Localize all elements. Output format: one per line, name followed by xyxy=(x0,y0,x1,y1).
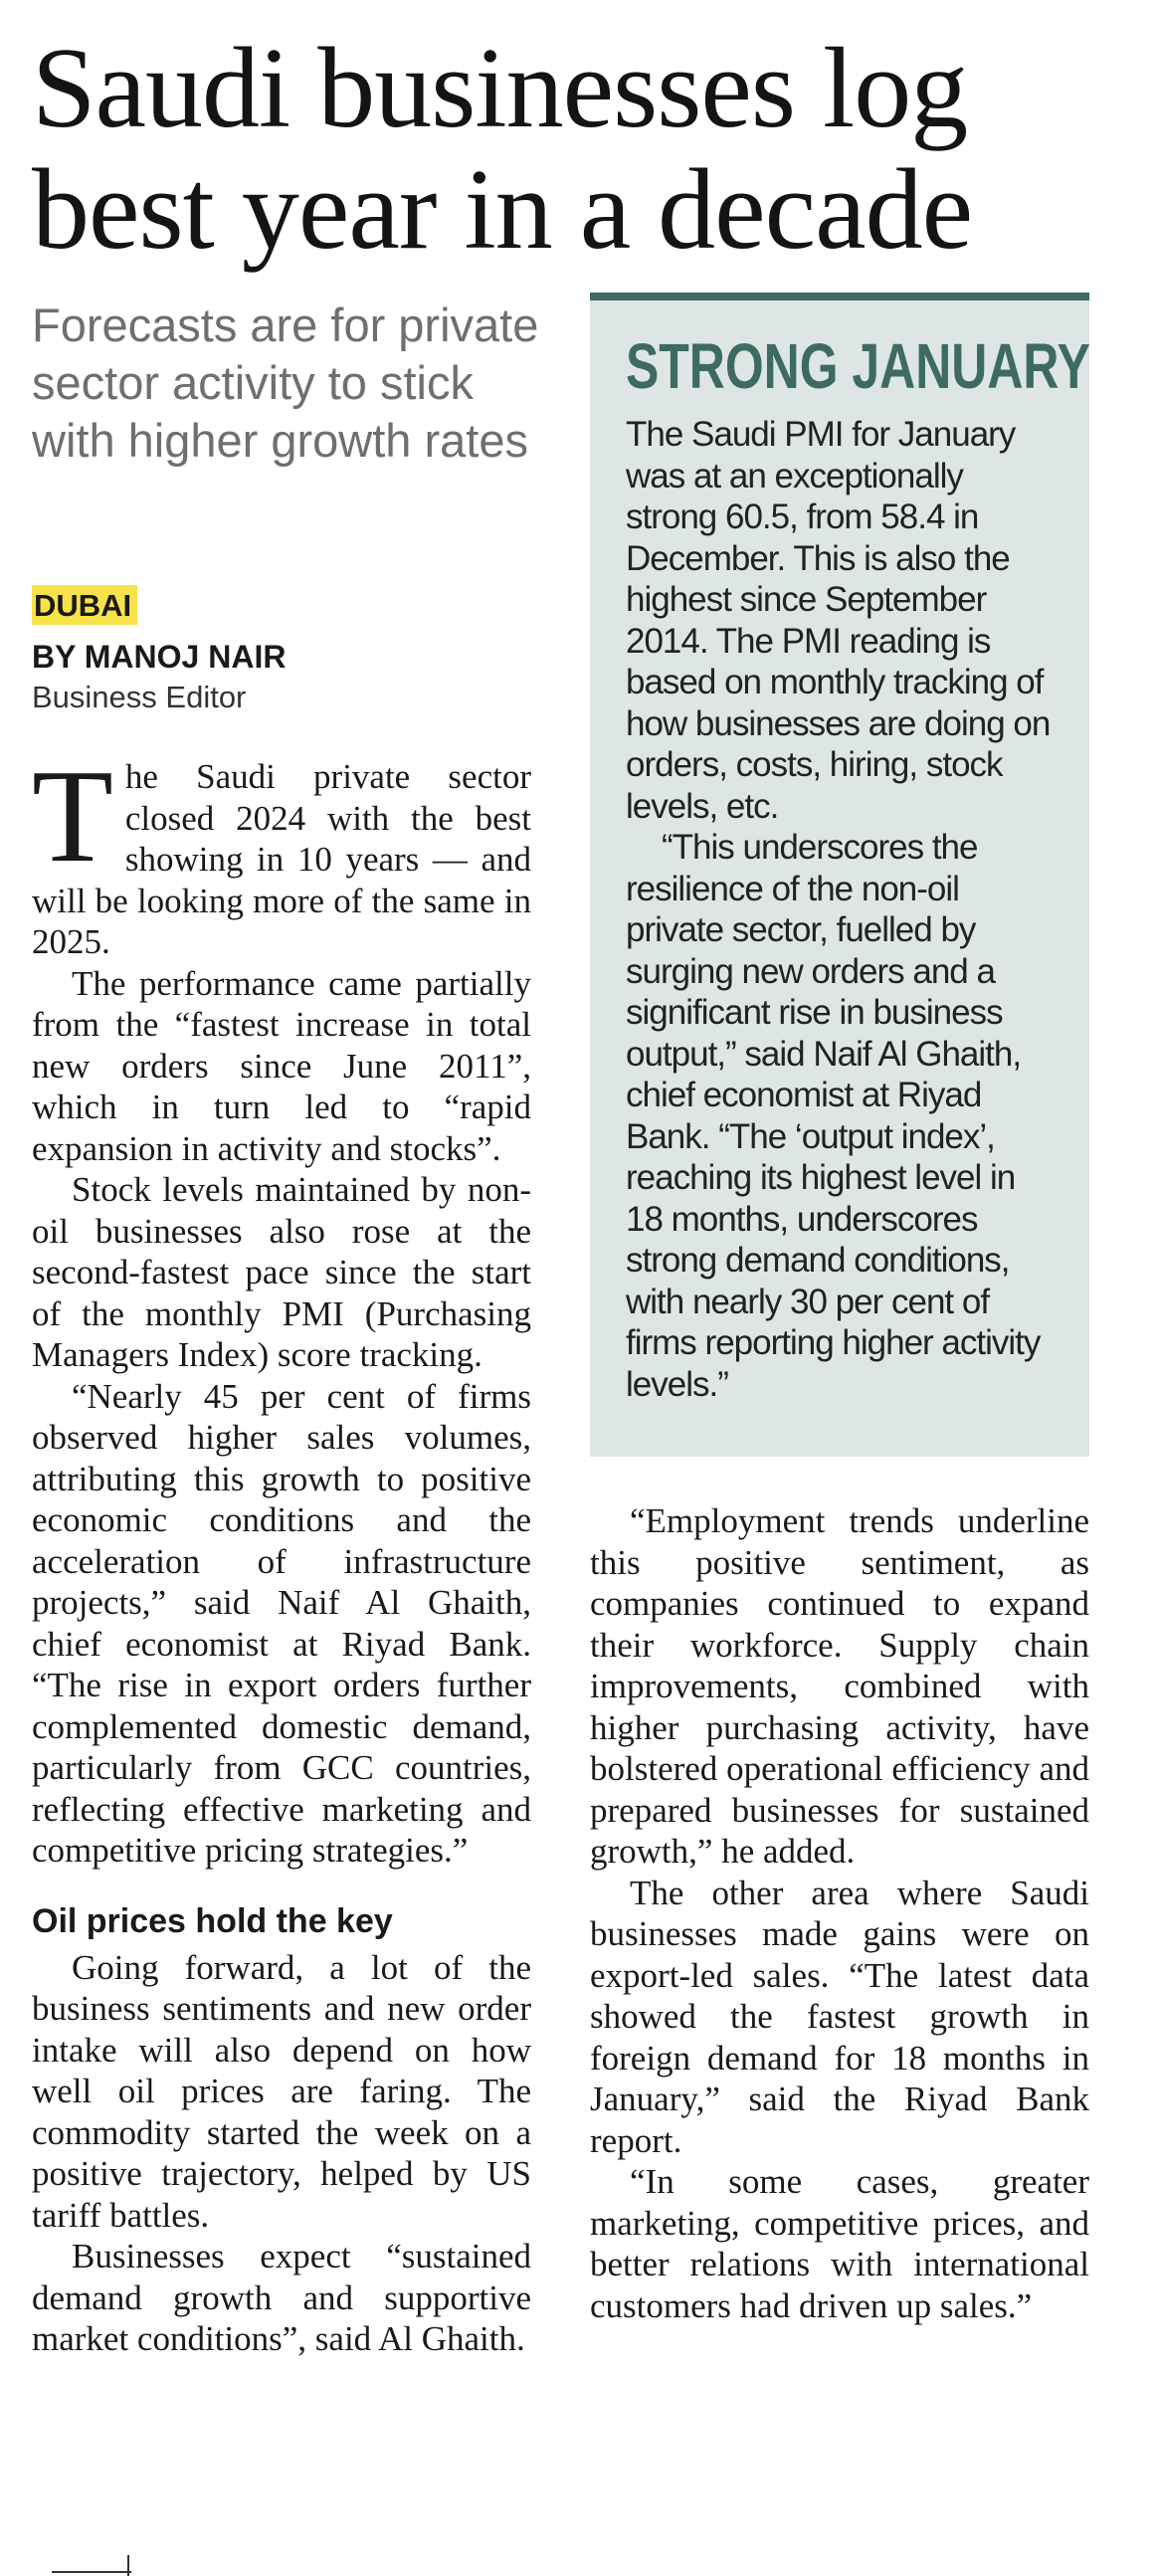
body-paragraph: “In some cases, greater marketing, competitive prices, and better relations with international customers had driven up sales.” xyxy=(590,2162,1089,2325)
body-paragraph: “Nearly 45 per cent of firms observed higher sales volumes, attributing this growth to positive economic conditions and the acceleration of infrastructure projects,” said Naif Al Ghaith, chief economist at Riyad Bank. “The rise in export orders further complemented domestic demand, particularly from GCC countries, reflecting effective marketing and competitive pricing strategies.” xyxy=(32,1376,531,1870)
body-paragraph: The other area where Saudi businesses made gains were on export-led sales. “The latest data showed the fastest growth in foreign demand for 18 months in January,” said the Riyad Bank report. xyxy=(590,1873,1089,2160)
headline: Saudi businesses log best year in a decade xyxy=(32,25,973,274)
body-paragraph-text: he Saudi private sector closed 2024 with the best showing in 10 years — and will be looking more of the same in 2025. xyxy=(32,757,531,961)
standfirst: Forecasts are for private sector activity to stick with higher growth rates xyxy=(32,298,539,467)
drop-cap: T xyxy=(32,756,113,890)
sidebar-paragraph: “This underscores the resilience of the non-oil private sector, fuelled by surging new orders and a significant rise in business output,” said Naif Al Ghaith, chief economist at Riyad Bank. “The ‘output index’, reaching its highest level in 18 months, underscores strong demand conditions, with nearly 30 per cent of firms reporting higher activity levels.” xyxy=(626,828,1041,1404)
body-paragraph: The performance came partially from the “fastest increase in total new orders since June 2011”, which in turn led to “rapid expansion in activity and stocks”. xyxy=(32,963,531,1168)
article-column-left xyxy=(32,756,531,2517)
body-paragraph: Businesses expect “sustained demand growth and supportive market conditions”, said Al Ghaith. xyxy=(32,2237,531,2358)
body-paragraph: “Employment trends underline this positive sentiment, as companies continued to expand their workforce. Supply chain improvements, combined with higher purchasing activity, have bolstered operational efficiency and prepared businesses for sustained growth,” he added. xyxy=(590,1501,1089,1871)
sidebar-body xyxy=(626,414,1060,1405)
sidebar-title: STRONG JANUARY xyxy=(626,330,1090,402)
footer-rule xyxy=(52,2571,131,2573)
sidebar-box xyxy=(590,293,1089,1457)
byline-role: Business Editor xyxy=(32,680,247,714)
dateline-tag: DUBAI xyxy=(32,585,137,625)
body-paragraph: Going forward, a lot of the business sentiments and new order intake will also depend on how well oil prices are faring. The commodity started the week on a positive trajectory, helped by US tariff battles. xyxy=(32,1947,531,2235)
sidebar-paragraph: The Saudi PMI for January was at an exceptionally strong 60.5, from 58.4 in December. This is also the highest since September 2014. The PMI reading is based on monthly tracking of how businesses are doing on orders, costs, hiring, stock levels, etc. xyxy=(626,415,1051,826)
body-paragraph: Stock levels maintained by non-oil businesses also rose at the second-fastest pace since the start of the monthly PMI (Purchasing Managers Index) score tracking. xyxy=(32,1170,531,1374)
byline-author: BY MANOJ NAIR xyxy=(32,639,287,675)
article-column-right xyxy=(590,1500,1089,2515)
body-paragraph xyxy=(32,756,531,963)
subheading: Oil prices hold the key xyxy=(32,1901,393,1940)
